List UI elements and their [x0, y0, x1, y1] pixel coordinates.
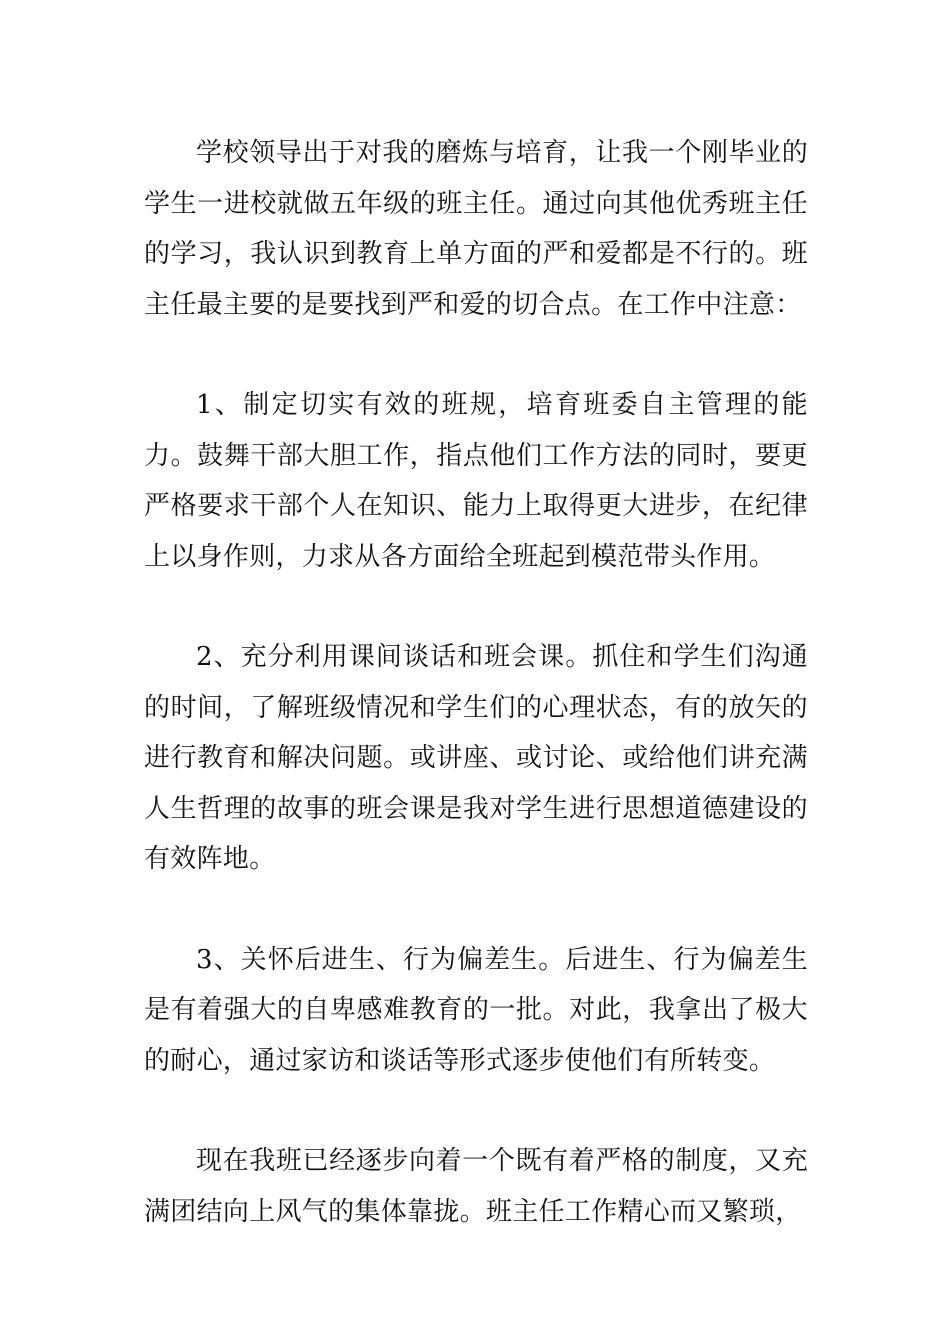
paragraph-summary: 现在我班已经逐步向着一个既有着严格的制度，又充满团结向上风气的集体靠拢。班主任工作精心而又繁琐， [144, 1146, 808, 1227]
document-body [144, 128, 808, 1237]
paragraph-item-2: 2、充分利用课间谈话和班会课。抓住和学生们沟通的时间，了解班级情况和学生们的心理状态，有的放矢的进行教育和解决问题。或讲座、或讨论、或给他们讲充满人生哲理的故事的班会课是我对学生进行思想道德建设的有效阵地。 [144, 642, 808, 874]
paragraph-item-1: 1、制定切实有效的班规，培育班委自主管理的能力。鼓舞干部大胆工作，指点他们工作方法的同时，要更严格要求干部个人在知识、能力上取得更大进步，在纪律上以身作则，力求从各方面给全班起到模范带头作用。 [144, 390, 808, 572]
paragraph-item-3: 3、关怀后进生、行为偏差生。后进生、行为偏差生是有着强大的自卑感难教育的一批。对此，我拿出了极大的耐心，通过家访和谈话等形式逐步使他们有所转变。 [144, 944, 808, 1076]
paragraph-intro: 学校领导出于对我的磨炼与培育，让我一个刚毕业的学生一进校就做五年级的班主任。通过向其他优秀班主任的学习，我认识到教育上单方面的严和爱都是不行的。班主任最主要的是要找到严和爱的切合点。在工作中注意： [144, 138, 808, 320]
